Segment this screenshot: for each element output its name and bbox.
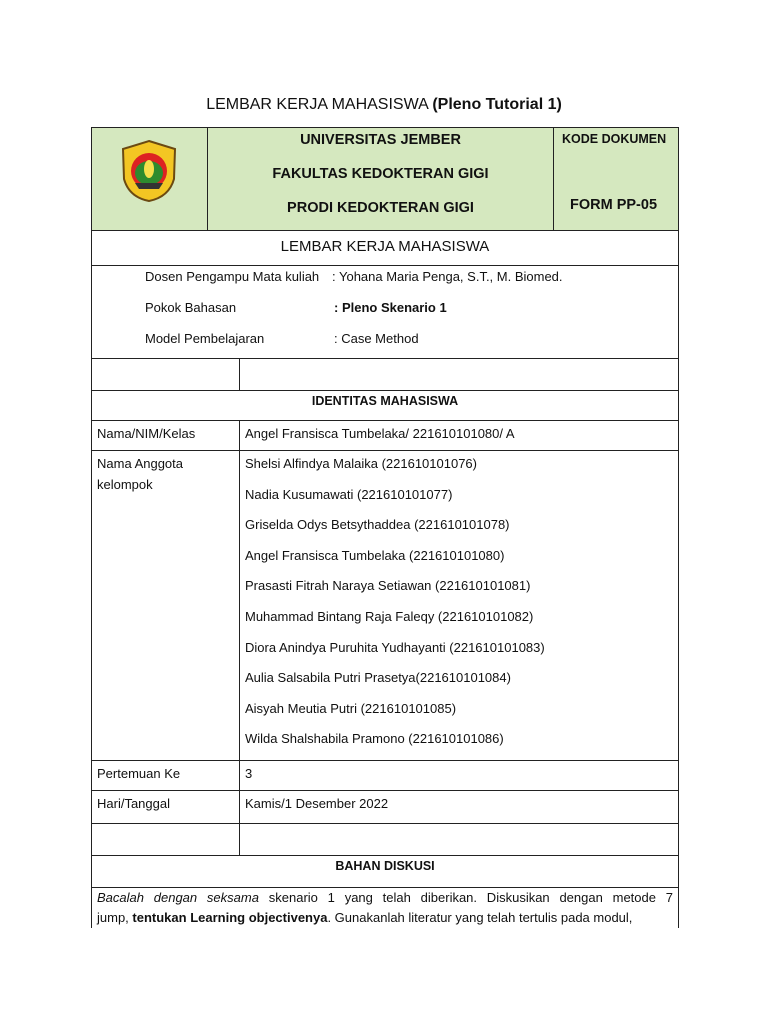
member-item: Muhammad Bintang Raja Faleqy (221610101082) xyxy=(245,609,534,624)
name-value: Angel Fransisca Tumbelaka/ 221610101080/ A xyxy=(245,426,515,441)
date-value-cell xyxy=(239,790,679,824)
member-item: Shelsi Alfindya Malaika (221610101076) xyxy=(245,456,477,471)
meeting-value: 3 xyxy=(245,766,253,781)
members-label: Nama Anggota xyxy=(97,456,184,471)
empty-cell xyxy=(239,823,679,856)
identity-heading-row xyxy=(91,390,679,421)
empty-cell xyxy=(91,823,240,856)
date-label-cell xyxy=(91,790,240,824)
title-text: LEMBAR KERJA MAHASISWA xyxy=(206,96,433,113)
university-name: UNIVERSITAS JEMBER xyxy=(300,132,461,148)
lecturer-value: : Yohana Maria Penga, S.T., M. Biomed. xyxy=(332,269,563,284)
meeting-label-cell xyxy=(91,760,240,791)
doc-code-value: FORM PP-05 xyxy=(570,197,658,213)
members-list xyxy=(239,450,679,761)
institution-cell xyxy=(207,127,554,231)
faculty-name: FAKULTAS KEDOKTERAN GIGI xyxy=(272,166,489,182)
name-label: Nama/NIM/Kelas xyxy=(97,426,196,441)
title-paren: (Pleno Tutorial 1) xyxy=(432,96,562,113)
member-item: Prasasti Fitrah Naraya Setiawan (221610101081) xyxy=(245,578,531,594)
program-name: PRODI KEDOKTERAN GIGI xyxy=(287,200,474,216)
discussion-text-2: jump, xyxy=(97,910,133,925)
discussion-text xyxy=(91,887,679,928)
empty-cell xyxy=(91,358,240,391)
member-item: Wilda Shalshabila Pramono (221610101086) xyxy=(245,731,504,747)
identity-heading: IDENTITAS MAHASISWA xyxy=(311,394,459,408)
document-title xyxy=(0,96,768,114)
date-value: Kamis/1 Desember 2022 xyxy=(245,796,389,811)
topic-value: : Pleno Skenario 1 xyxy=(334,300,447,315)
discussion-italic: Bacalah dengan seksama xyxy=(97,890,259,905)
name-label-cell xyxy=(91,420,240,451)
logo-cell xyxy=(91,127,208,231)
discussion-text-1: skenario 1 yang telah diberikan. Diskusikan dengan metode 7 xyxy=(258,890,673,905)
member-item: Griselda Odys Betsythaddea (221610101078) xyxy=(245,517,510,533)
sheet-title: LEMBAR KERJA MAHASISWA xyxy=(280,238,490,255)
doc-code-label: KODE DOKUMEN xyxy=(562,132,667,146)
name-value-cell xyxy=(239,420,679,451)
sheet-title-row xyxy=(91,230,679,266)
discussion-heading: BAHAN DISKUSI xyxy=(335,859,435,873)
course-info xyxy=(91,265,679,359)
meeting-value-cell xyxy=(239,760,679,791)
member-item: Diora Anindya Puruhita Yudhayanti (221610101083) xyxy=(245,639,545,655)
discussion-bold: tentukan Learning objectivenya xyxy=(132,910,328,925)
model-label: Model Pembelajaran xyxy=(145,331,265,346)
doc-code-cell xyxy=(553,127,679,231)
meeting-label: Pertemuan Ke xyxy=(97,766,181,781)
members-label: kelompok xyxy=(97,477,153,492)
model-value: : Case Method xyxy=(334,331,419,346)
members-label-cell xyxy=(91,450,240,761)
member-item: Aisyah Meutia Putri (221610101085) xyxy=(245,700,457,716)
discussion-text-3: . Gunakanlah literatur yang telah tertulis pada modul, xyxy=(327,910,633,925)
member-item: Nadia Kusumawati (221610101077) xyxy=(245,486,453,502)
date-label: Hari/Tanggal xyxy=(97,796,170,811)
empty-cell xyxy=(239,358,679,391)
member-item: Angel Fransisca Tumbelaka (221610101080) xyxy=(245,547,505,563)
lecturer-label: Dosen Pengampu Mata kuliah xyxy=(145,269,320,284)
university-logo xyxy=(119,139,179,203)
topic-label: Pokok Bahasan xyxy=(145,300,237,315)
discussion-heading-row xyxy=(91,855,679,888)
member-item: Aulia Salsabila Putri Prasetya(221610101084) xyxy=(245,670,511,686)
